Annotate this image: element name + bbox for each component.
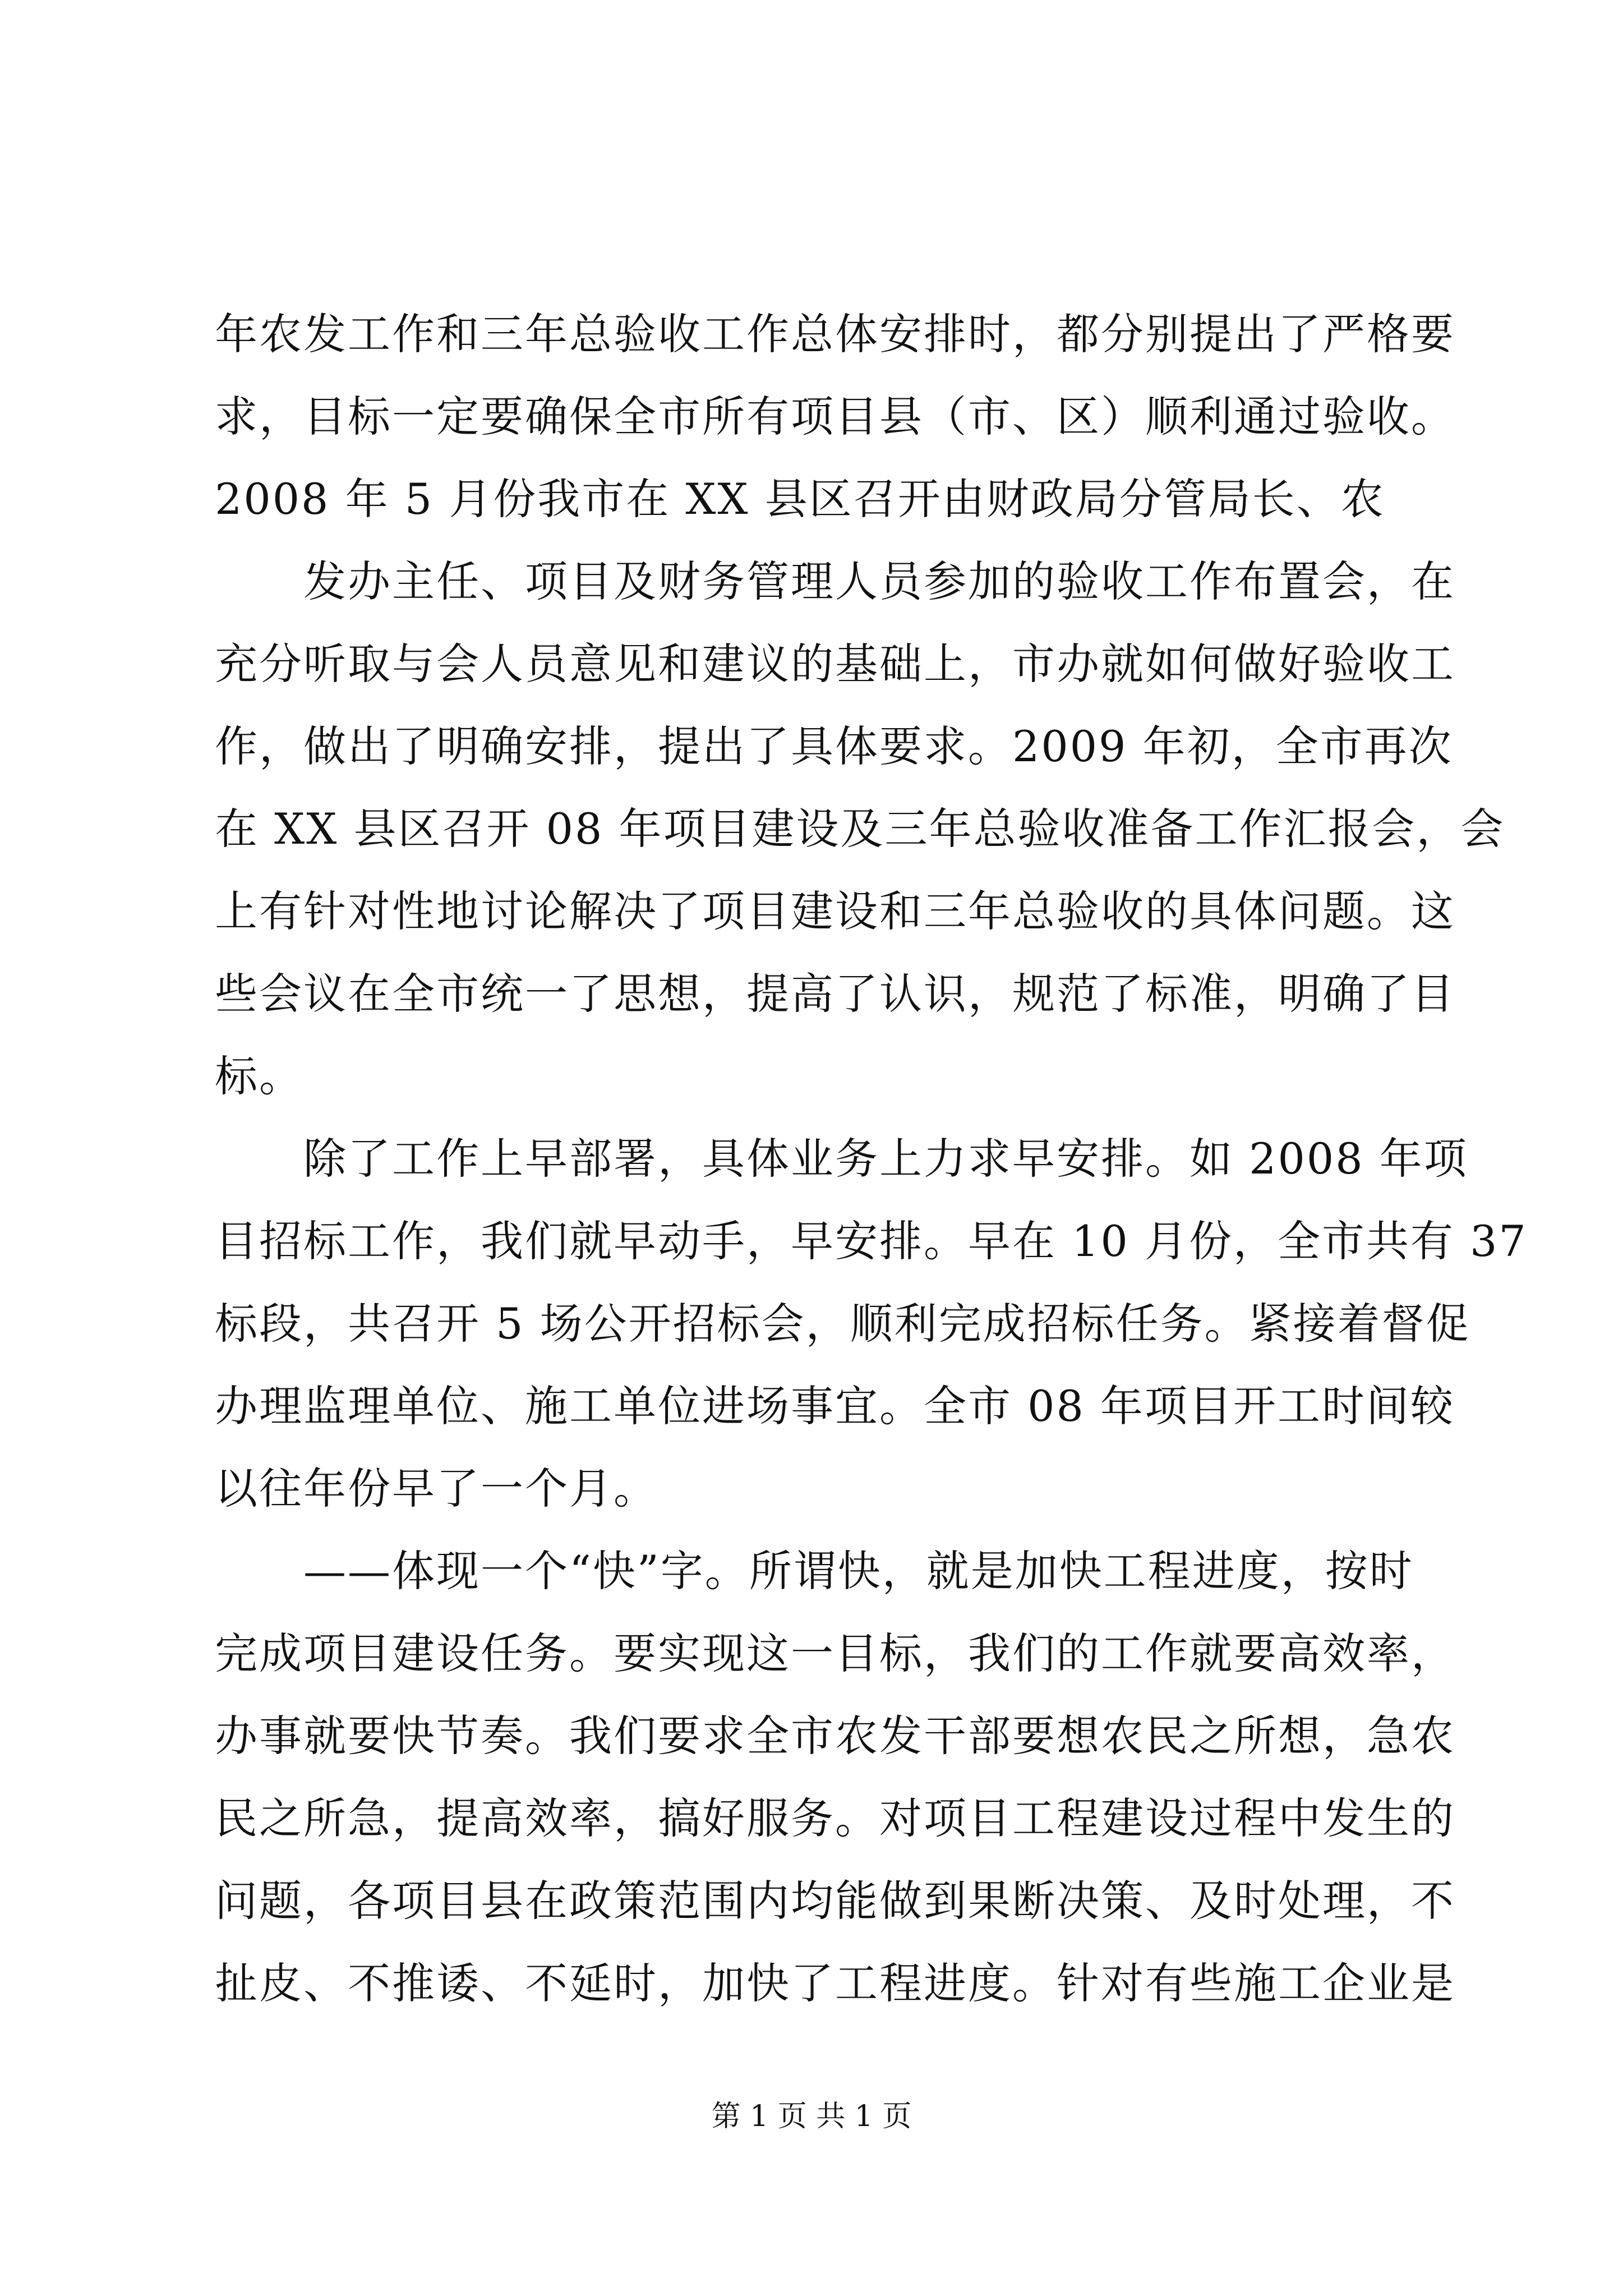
text-line: 上有针对性地讨论解决了项目建设和三年总验收的具体问题。这 (215, 886, 1455, 936)
text-line: 发办主任、项目及财务管理人员参加的验收工作布置会，在 (215, 556, 1455, 606)
page-footer: 第 1 页 共 1 页 (711, 2100, 912, 2133)
text-line: 在 XX 县区召开 08 年项目建设及三年总验收准备工作汇报会，会 (215, 804, 1505, 854)
text-line: 年农发工作和三年总验收工作总体安排时，都分别提出了严格要 (215, 309, 1455, 359)
text-line: 些会议在全市统一了思想，提高了认识，规范了标准，明确了目 (215, 969, 1455, 1019)
document-body (215, 293, 1528, 2024)
text-line: 充分听取与会人员意见和建议的基础上，市办就如何做好验收工 (215, 639, 1455, 689)
text-line: 以往年份早了一个月。 (215, 1464, 658, 1513)
text-line: 办理监理单位、施工单位进场事宜。全市 08 年项目开工时间较 (215, 1381, 1455, 1431)
text-line: 标段，共召开 5 场公开招标会，顺利完成招标任务。紧接着督促 (215, 1299, 1470, 1349)
text-line: ——体现一个“快”字。所谓快，就是加快工程进度，按时 (215, 1546, 1414, 1596)
text-line: 办事就要快节奏。我们要求全市农发干部要想农民之所想，急农 (215, 1711, 1455, 1761)
text-line: 民之所急，提高效率，搞好服务。对项目工程建设过程中发生的 (215, 1793, 1455, 1843)
text-line: 扯皮、不推诿、不延时，加快了工程进度。针对有些施工企业是 (215, 1958, 1455, 2008)
text-line: 2008 年 5 月份我市在 XX 县区召开由财政局分管局长、农 (215, 474, 1385, 524)
text-line: 标。 (215, 1051, 303, 1101)
text-line: 目招标工作，我们就早动手，早安排。早在 10 月份，全市共有 37 (215, 1216, 1528, 1266)
text-line: 问题，各项目县在政策范围内均能做到果断决策、及时处理，不 (215, 1876, 1455, 1926)
text-line: 除了工作上早部署，具体业务上力求早安排。如 2008 年项 (215, 1134, 1468, 1184)
text-line: 完成项目建设任务。要实现这一目标，我们的工作就要高效率， (215, 1628, 1455, 1678)
text-line: 求，目标一定要确保全市所有项目县（市、区）顺利通过验收。 (215, 392, 1455, 441)
text-line: 作，做出了明确安排，提出了具体要求。2009 年初，全市再次 (215, 721, 1453, 771)
